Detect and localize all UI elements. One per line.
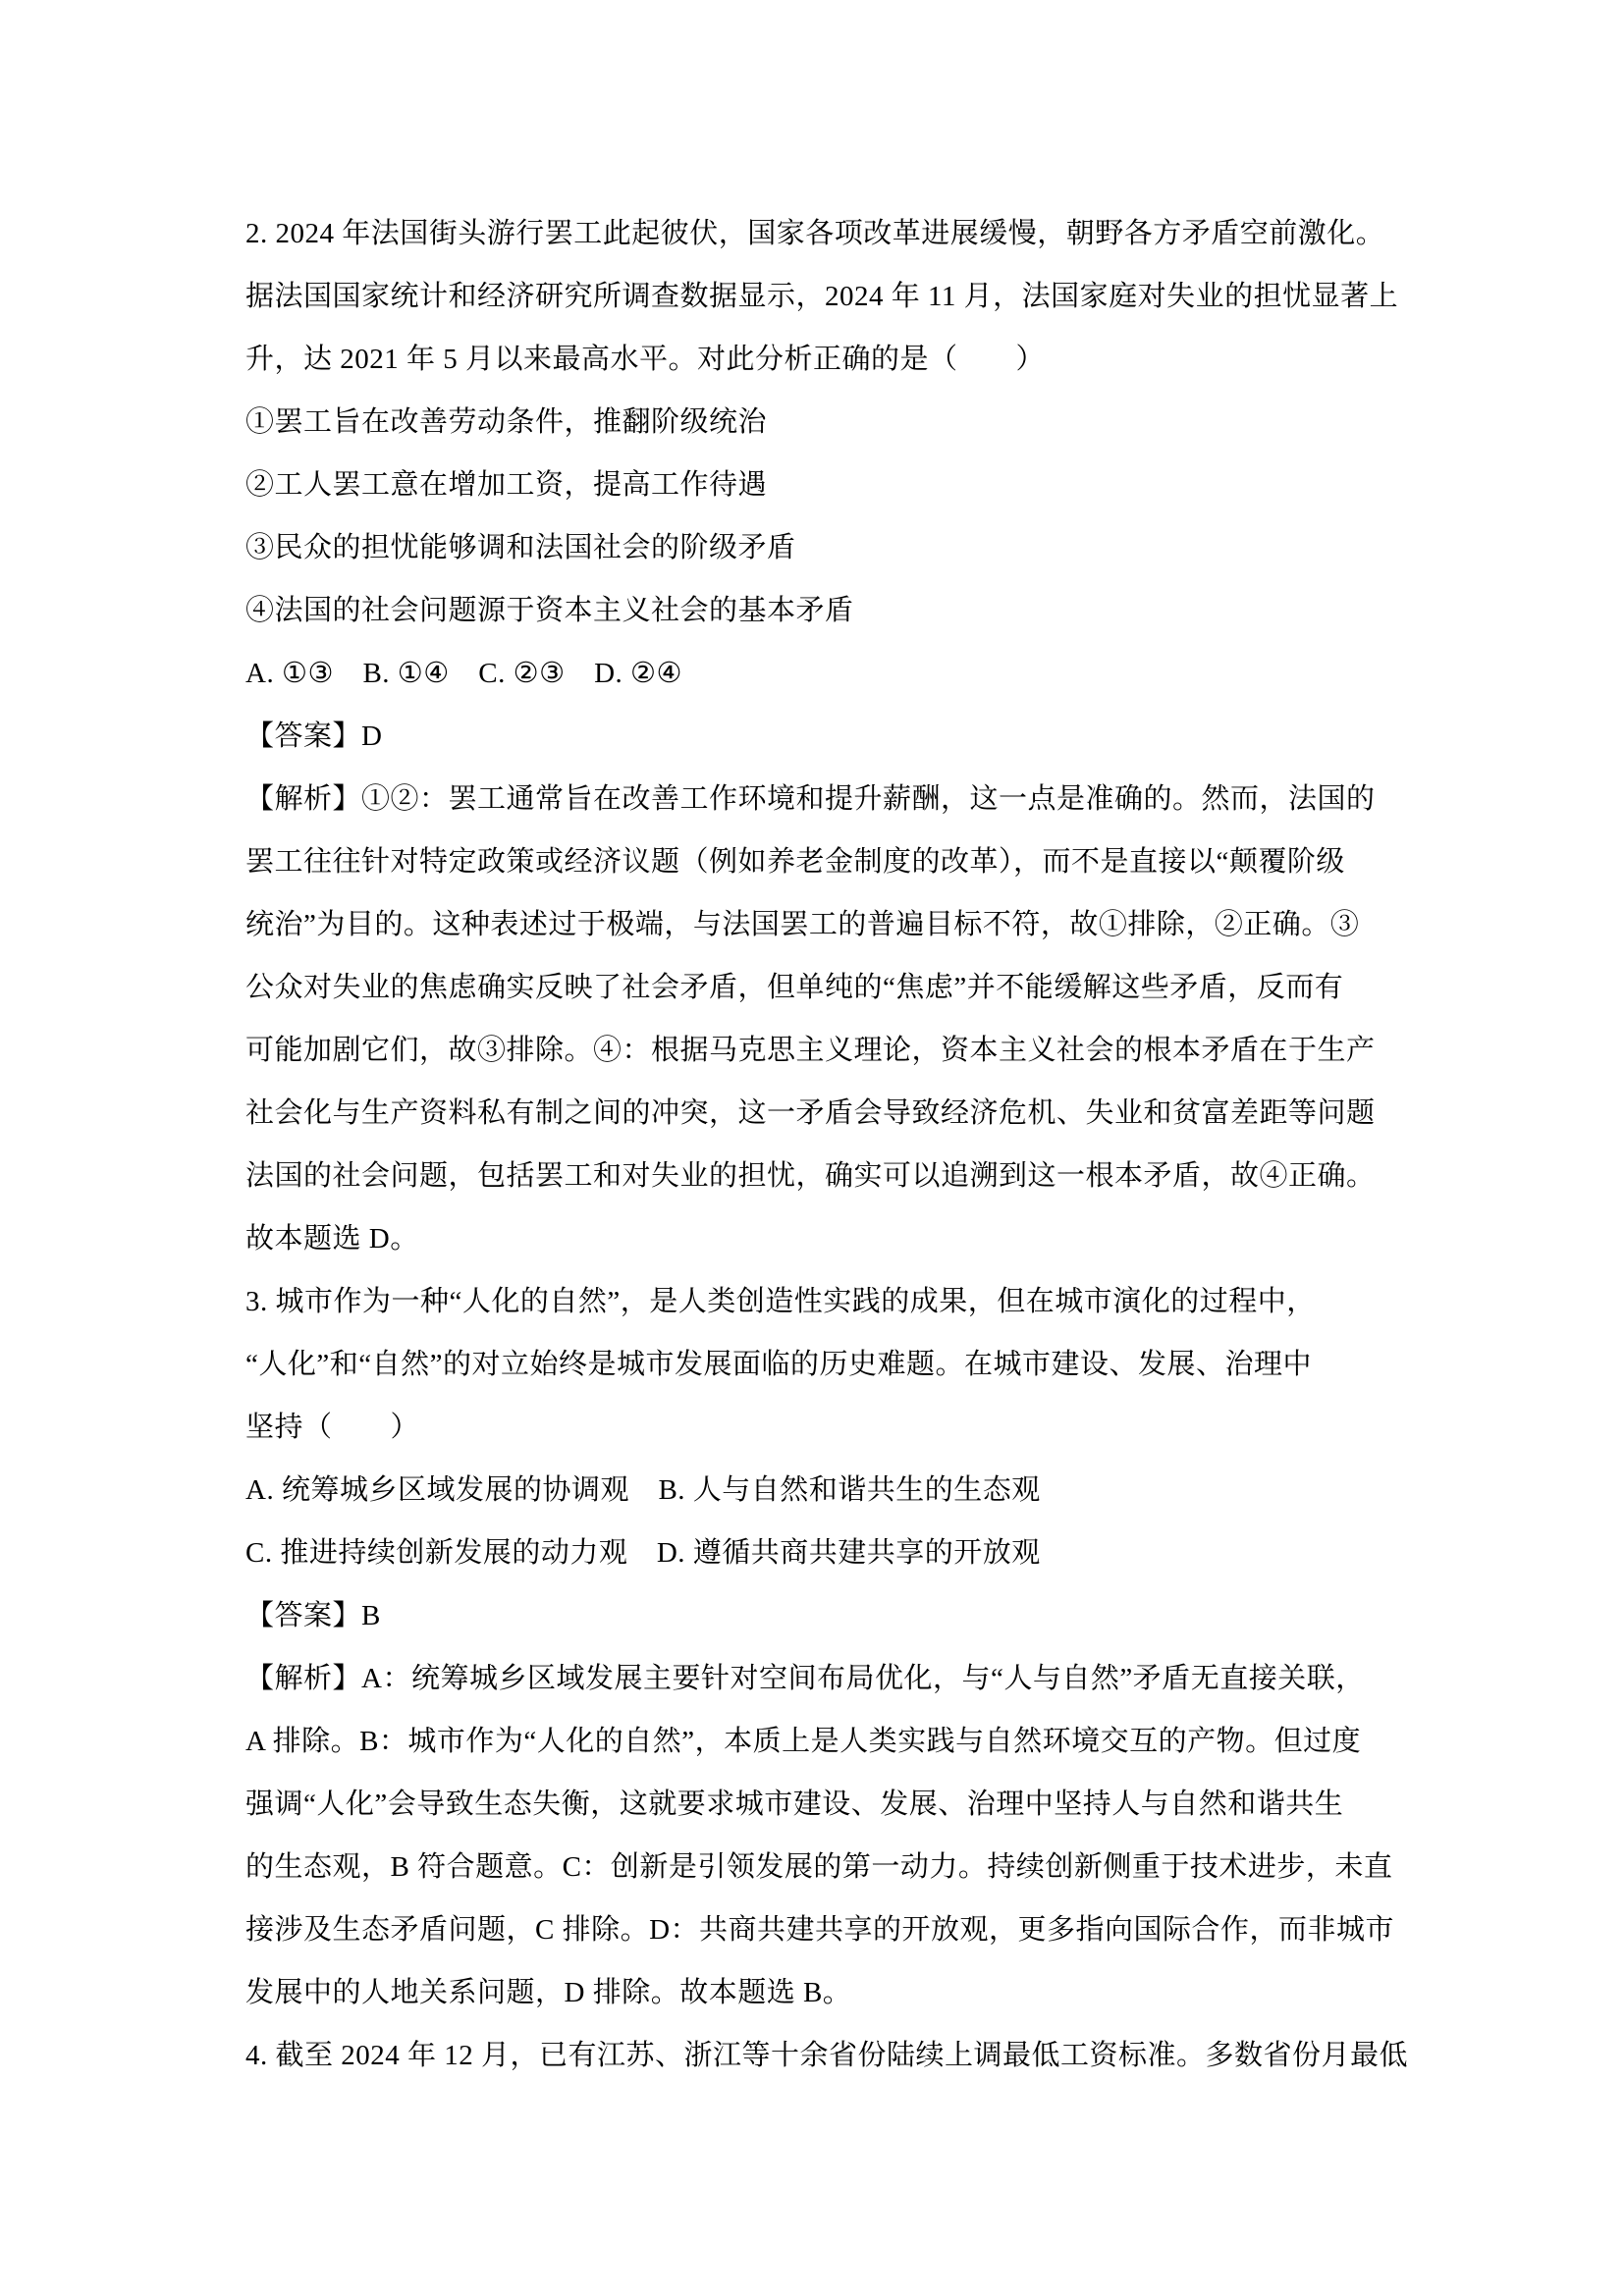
question-2-statement-3: ③民众的担忧能够调和法国社会的阶级矛盾 <box>245 532 796 563</box>
question-2-analysis-line-8: 故本题选 D。 <box>245 1223 419 1255</box>
question-3-stem-line-3: 坚持（ ） <box>245 1412 420 1443</box>
question-3-stem-line-1: 3. 城市作为一种“人化的自然”，是人类创造性实践的成果，但在城市演化的过程中， <box>245 1286 1316 1317</box>
question-2-stem-line-2: 据法国国家统计和经济研究所调查数据显示，2024 年 11 月，法国家庭对失业的担忧显著上 <box>245 281 1399 312</box>
question-2-analysis-line-1: 【解析】①②：罢工通常旨在改善工作环境和提升薪酬，这一点是准确的。然而，法国的 <box>245 783 1376 815</box>
question-2-analysis-line-5: 可能加剧它们，故③排除。④：根据马克思主义理论，资本主义社会的根本矛盾在于生产 <box>245 1035 1376 1066</box>
question-2-analysis-line-4: 公众对失业的焦虑确实反映了社会矛盾，但单纯的“焦虑”并不能缓解这些矛盾，反而有 <box>245 972 1344 1003</box>
question-4-stem-line-1: 4. 截至 2024 年 12 月，已有江苏、浙江等十余省份陆续上调最低工资标准。多数省份月最低 <box>245 2040 1409 2071</box>
question-2-statement-2: ②工人罢工意在增加工资，提高工作待遇 <box>245 469 768 501</box>
question-2-analysis-line-6: 社会化与生产资料私有制之间的冲突，这一矛盾会导致经济危机、失业和贫富差距等问题 <box>245 1097 1376 1129</box>
question-3-analysis-line-4: 的生态观，B 符合题意。C：创新是引领发展的第一动力。持续创新侧重于技术进步，未直 <box>245 1851 1393 1883</box>
question-2-statement-1: ①罢工旨在改善劳动条件，推翻阶级统治 <box>245 406 768 438</box>
question-2-analysis-line-2: 罢工往往针对特定政策或经济议题（例如养老金制度的改革），而不是直接以“颠覆阶级 <box>245 846 1345 878</box>
question-2-answer: 【答案】D <box>245 721 383 752</box>
question-3-analysis-line-6: 发展中的人地关系问题，D 排除。故本题选 B。 <box>245 1977 852 2008</box>
question-3-stem-line-2: “人化”和“自然”的对立始终是城市发展面临的历史难题。在城市建设、发展、治理中 <box>245 1349 1312 1380</box>
question-3-analysis-line-3: 强调“人化”会导致生态失衡，这就要求城市建设、发展、治理中坚持人与自然和谐共生 <box>245 1789 1344 1820</box>
question-3-analysis-line-1: 【解析】A：统筹城乡区域发展主要针对空间布局优化，与“人与自然”矛盾无直接关联， <box>245 1663 1365 1694</box>
question-3-analysis-line-5: 接涉及生态矛盾问题，C 排除。D：共商共建共享的开放观，更多指向国际合作，而非城市 <box>245 1914 1395 1946</box>
question-2-stem-line-1: 2. 2024 年法国街头游行罢工此起彼伏，国家各项改革进展缓慢，朝野各方矛盾空前激化。 <box>245 218 1385 249</box>
question-3-options-line-2: C. 推进持续创新发展的动力观 D. 遵循共商共建共享的开放观 <box>245 1537 1041 1569</box>
question-2-stem-line-3: 升，达 2021 年 5 月以来最高水平。对此分析正确的是（ ） <box>245 344 1046 375</box>
question-2-analysis-line-7: 法国的社会问题，包括罢工和对失业的担忧，确实可以追溯到这一根本矛盾，故④正确。 <box>245 1160 1376 1192</box>
question-2-statement-4: ④法国的社会问题源于资本主义社会的基本矛盾 <box>245 595 854 626</box>
question-3-answer: 【答案】B <box>245 1600 381 1631</box>
question-2-analysis-line-3: 统治”为目的。这种表述过于极端，与法国罢工的普遍目标不符，故①排除，②正确。③ <box>245 909 1360 940</box>
question-2-options: A. ①③ B. ①④ C. ②③ D. ②④ <box>245 658 683 689</box>
question-3-options-line-1: A. 统筹城乡区域发展的协调观 B. 人与自然和谐共生的生态观 <box>245 1474 1041 1506</box>
document-body <box>245 202 1424 2087</box>
question-3-analysis-line-2: A 排除。B：城市作为“人化的自然”，本质上是人类实践与自然环境交互的产物。但过度 <box>245 1726 1362 1757</box>
